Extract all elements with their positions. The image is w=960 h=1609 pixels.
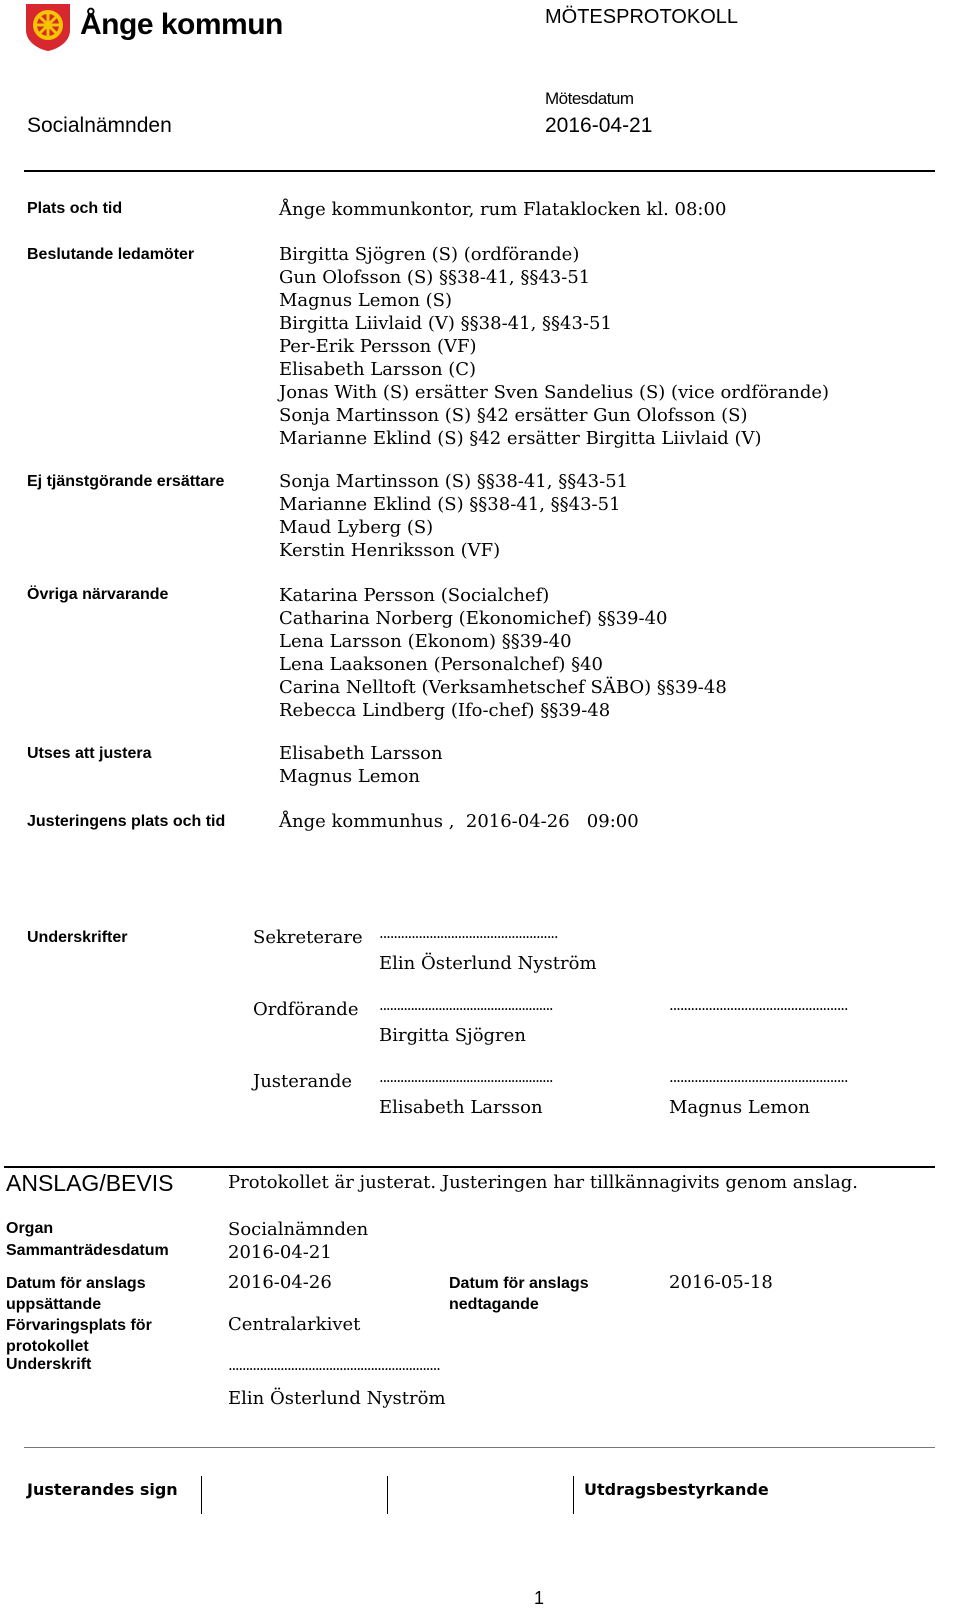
footer-divider: [24, 1447, 935, 1448]
list-item: Birgitta Sjögren (S) (ordförande): [279, 244, 580, 265]
organ-name: Socialnämnden: [27, 114, 172, 137]
list-item: Maud Lyberg (S): [279, 517, 434, 538]
list-item: Rebecca Lindberg (Ifo-chef) §§39-48: [279, 700, 611, 721]
header-divider: [24, 170, 935, 172]
sign-box-divider: [387, 1476, 388, 1514]
sekreterare-name: Elin Österlund Nyström: [379, 953, 597, 974]
list-item: Jonas With (S) ersätter Sven Sandelius (S) (vice ordförande): [279, 382, 830, 403]
list-item: Magnus Lemon: [279, 766, 420, 787]
ersattare-list: [279, 470, 628, 562]
meeting-date: 2016-04-21: [545, 114, 653, 137]
ovriga-label: Övriga närvarande: [27, 586, 169, 603]
justeringens-label: Justeringens plats och tid: [27, 813, 226, 830]
justerande-name-1: Elisabeth Larsson: [379, 1097, 543, 1118]
coat-of-arms-icon: [24, 2, 72, 52]
signature-line: ..................................................: [379, 1068, 553, 1086]
justera-list: [279, 742, 443, 788]
signature-line: ..................................................: [379, 996, 553, 1014]
list-item: Sonja Martinsson (S) §42 ersätter Gun Olofsson (S): [279, 405, 748, 426]
list-item: Magnus Lemon (S): [279, 290, 453, 311]
sign-box-divider: [573, 1476, 574, 1514]
ordforande-name: Birgitta Sjögren: [379, 1025, 526, 1046]
justerandes-sign-label: Justerandes sign: [27, 1480, 178, 1499]
list-item: Lena Laaksonen (Personalchef) §40: [279, 654, 603, 675]
document-type: MÖTESPROTOKOLL: [545, 6, 739, 28]
signature-line: ..................................................: [669, 1068, 848, 1086]
nedtagande-value: 2016-05-18: [669, 1272, 773, 1293]
justerande-name-2: Magnus Lemon: [669, 1097, 810, 1118]
forvaring-label: Förvaringsplats för protokollet: [6, 1317, 152, 1355]
beslutande-list: [279, 243, 829, 450]
municipality-logo: [24, 2, 283, 54]
list-item: Gun Olofsson (S) §§38-41, §§43-51: [279, 267, 591, 288]
list-item: Lena Larsson (Ekonom) §§39-40: [279, 631, 572, 652]
list-item: Catharina Norberg (Ekonomichef) §§39-40: [279, 608, 668, 629]
organ-value: Socialnämnden: [228, 1219, 369, 1240]
signature-line: ..................................................: [669, 996, 848, 1014]
list-item: Marianne Eklind (S) §42 ersätter Birgitta Liivlaid (V): [279, 428, 762, 449]
list-item: Elisabeth Larsson (C): [279, 359, 477, 380]
list-item: Sonja Martinsson (S) §§38-41, §§43-51: [279, 471, 629, 492]
anslag-statement: Protokollet är justerat. Justeringen har tillkännagivits genom anslag.: [228, 1172, 859, 1193]
anslag-divider: [4, 1166, 935, 1168]
underskrift-name: Elin Österlund Nyström: [228, 1388, 446, 1409]
sammantradesdatum-label: Sammanträdesdatum: [6, 1242, 169, 1259]
logo-text: Ånge kommun: [80, 8, 283, 41]
list-item: Carina Nelltoft (Verksamhetschef SÄBO) §§39-48: [279, 677, 727, 698]
ovriga-list: [279, 584, 727, 722]
signatures-label: Underskrifter: [27, 929, 128, 946]
page-number: 1: [534, 1588, 545, 1608]
plats-label: Plats och tid: [27, 200, 123, 217]
utdragsbestyrkande-label: Utdragsbestyrkande: [584, 1480, 769, 1499]
nedtagande-label: Datum för anslags nedtagande: [449, 1275, 589, 1313]
list-item: Marianne Eklind (S) §§38-41, §§43-51: [279, 494, 621, 515]
sign-box-divider: [201, 1476, 202, 1514]
signature-line: ..................................................: [379, 924, 558, 942]
forvaring-value: Centralarkivet: [228, 1314, 361, 1335]
beslutande-label: Beslutande ledamöter: [27, 246, 195, 263]
list-item: Elisabeth Larsson: [279, 743, 443, 764]
list-item: Katarina Persson (Socialchef): [279, 585, 550, 606]
anslag-title: ANSLAG/BEVIS: [6, 1170, 174, 1196]
signature-line: .............................................................: [228, 1356, 440, 1374]
list-item: Kerstin Henriksson (VF): [279, 540, 501, 561]
organ-label: Organ: [6, 1220, 54, 1237]
sekreterare-role: Sekreterare: [253, 927, 363, 948]
meeting-date-label: Mötesdatum: [545, 89, 634, 108]
underskrift-label: Underskrift: [6, 1356, 92, 1373]
justerande-role: Justerande: [253, 1071, 353, 1092]
uppsattande-value: 2016-04-26: [228, 1272, 332, 1293]
list-item: Per-Erik Persson (VF): [279, 336, 477, 357]
justeringens-value: Ånge kommunhus , 2016-04-26 09:00: [279, 811, 639, 832]
ordforande-role: Ordförande: [253, 999, 359, 1020]
uppsattande-label: Datum för anslags uppsättande: [6, 1275, 146, 1313]
justera-label: Utses att justera: [27, 745, 152, 762]
sammantradesdatum-value: 2016-04-21: [228, 1242, 332, 1263]
list-item: Birgitta Liivlaid (V) §§38-41, §§43-51: [279, 313, 612, 334]
ersattare-label: Ej tjänstgörande ersättare: [27, 473, 225, 490]
plats-value: Ånge kommunkontor, rum Flataklocken kl. 08:00: [279, 199, 727, 220]
